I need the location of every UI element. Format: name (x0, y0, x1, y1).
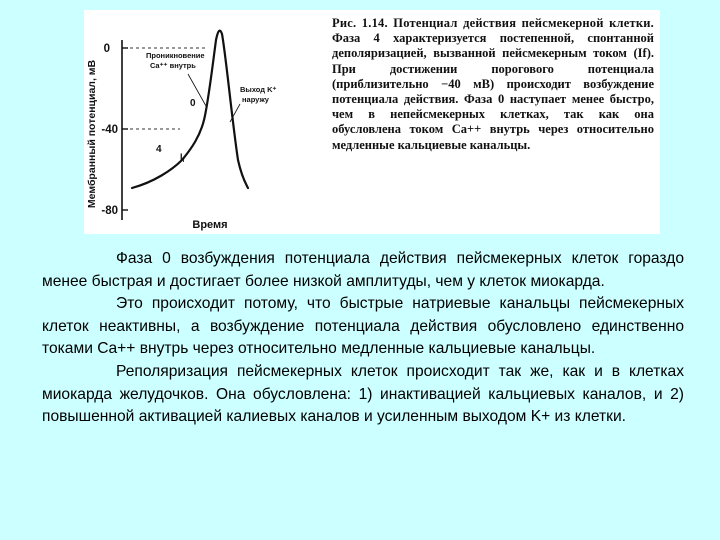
ca-entry-label-1: Проникновение (146, 51, 205, 60)
caption-text: Фаза 4 характеризуется постепенной, спонтанной деполяризацией, вызванной пейсмекерным током (If). При достижении порогового потенциала (приблизительно −40 мВ) происходит возбуждение потенциала действия. Фаза 0 наступает менее быстро, чем в непейсмекерных клетках, так как она обусловлена током Ca++ внутрь через относительно медленные кальциевые канальцы. (332, 31, 654, 152)
caption-title: Рис. 1.14. Потенциал действия пейсмекерной клетки. (332, 16, 654, 30)
paragraph-1: Фаза 0 возбуждения потенциала действия пейсмекерных клеток гораздо менее быстрая и достигает более низкой амплитуды, чем у клеток миокарда. (42, 250, 684, 290)
ca-entry-label-2: Ca⁺⁺ внутрь (150, 61, 196, 70)
phase-4-label: 4 (156, 144, 162, 155)
k-exit-label-2: наружу (242, 95, 269, 104)
paragraph-3: Реполяризация пейсмекерных клеток происходит так же, как и в клетках миокарда желудочков. Она обусловлена: 1) инактивацией кальциевых каналов, и 2) повышенной активацией калиевых каналов и усиленным выходом K+ из клетки. (42, 362, 684, 426)
current-if-label: $I_f$ (180, 152, 185, 164)
y-tick-label-minus40: -40 (101, 124, 118, 136)
y-tick-label-minus80: -80 (101, 205, 118, 217)
figure-panel (84, 10, 660, 234)
body-text (42, 248, 684, 429)
k-exit-label-1: Выход K⁺ (240, 85, 277, 94)
y-axis-label: Мембранный потенциал, мВ (86, 59, 98, 209)
x-axis-label: Время (192, 219, 228, 231)
figure-caption (332, 16, 654, 153)
y-tick-label-0: 0 (103, 43, 110, 55)
phase-0-label: 0 (190, 98, 196, 109)
paragraph-2: Это происходит потому, что быстрые натриевые канальцы пейсмекерных клеток неактивны, а возбуждение потенциала действия обусловлено единственно токами Ca++ внутрь через относительно медленные кальциевые канальцы. (42, 295, 684, 358)
